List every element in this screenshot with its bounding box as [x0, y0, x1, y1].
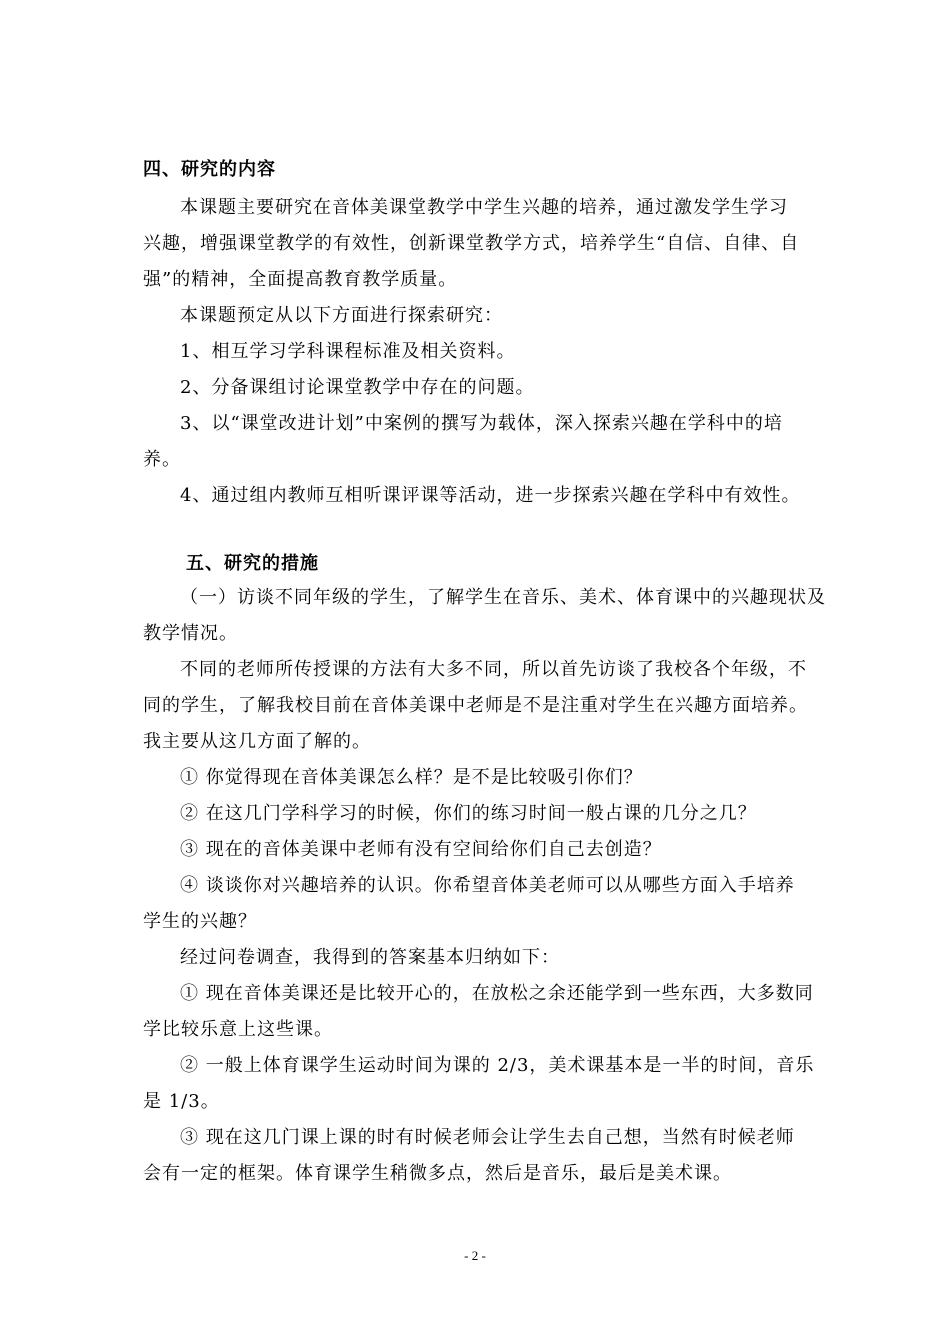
question-4-cont: 学生的兴趣？	[143, 911, 257, 932]
survey-summary-intro: 经过问卷调查，我得到的答案基本归纳如下：	[180, 947, 560, 968]
answer-3: ③ 现在这几门课上课的时有时候老师会让学生去自己想，当然有时候老师	[180, 1127, 795, 1148]
question-3: ③ 现在的音体美课中老师有没有空间给你们自己去创造？	[180, 839, 662, 860]
answer-2: ② 一般上体育课学生运动时间为课的 2/3，美术课基本是一半的时间，音乐	[180, 1055, 815, 1076]
question-4: ④ 谈谈你对兴趣培养的认识。你希望音体美老师可以从哪些方面入手培养	[180, 875, 795, 896]
section-4-line-4: 本课题预定从以下方面进行探索研究：	[180, 305, 503, 326]
section-4-item-4: 4、通过组内教师互相听课评课等活动，进一步探索兴趣在学科中有效性。	[180, 485, 801, 506]
question-1: ① 你觉得现在音体美课怎么样？是不是比较吸引你们？	[180, 767, 643, 788]
section-5-line-4: 同的学生，了解我校目前在音体美课中老师是不是注重对学生在兴趣方面培养。	[143, 695, 808, 716]
answer-2-cont: 是 1/3。	[143, 1091, 220, 1112]
section-4-line-1: 本课题主要研究在音体美课堂教学中学生兴趣的培养，通过激发学生学习	[180, 197, 788, 218]
page-number: - 2 -	[464, 1248, 486, 1263]
section-5-heading: 五、研究的措施	[186, 553, 319, 574]
section-4-item-3: 3、以“课堂改进计划”中案例的撰写为载体，深入探索兴趣在学科中的培	[180, 413, 783, 434]
answer-1: ① 现在音体美课还是比较开心的，在放松之余还能学到一些东西，大多数同	[180, 983, 814, 1004]
section-5-line-2: 教学情况。	[143, 623, 238, 644]
section-4-line-2: 兴趣，增强课堂教学的有效性，创新课堂教学方式，培养学生“自信、自律、自	[143, 233, 800, 254]
answer-3-cont: 会有一定的框架。体育课学生稍微多点，然后是音乐，最后是美术课。	[143, 1163, 732, 1184]
section-4-item-3-cont: 养。	[143, 449, 181, 470]
section-5-line-3: 不同的老师所传授课的方法有大多不同，所以首先访谈了我校各个年级，不	[180, 659, 807, 680]
section-5-line-1: （一）访谈不同年级的学生，了解学生在音乐、美术、体育课中的兴趣现状及	[180, 587, 826, 608]
section-4-line-3: 强”的精神，全面提高教育教学质量。	[143, 269, 458, 290]
section-5-line-5: 我主要从这几方面了解的。	[143, 731, 371, 752]
section-4-item-1: 1、相互学习学科课程标准及相关资料。	[180, 341, 516, 362]
section-4-item-2: 2、分备课组讨论课堂教学中存在的问题。	[180, 377, 535, 398]
answer-1-cont: 学比较乐意上这些课。	[143, 1019, 333, 1040]
section-4-heading: 四、研究的内容	[143, 159, 276, 180]
question-2: ② 在这几门学科学习的时候，你们的练习时间一般占课的几分之几？	[180, 803, 757, 824]
